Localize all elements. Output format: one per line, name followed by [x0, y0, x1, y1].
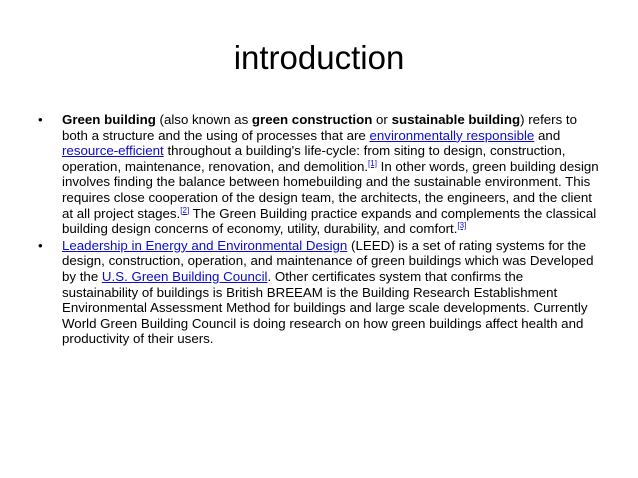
bullet-icon: • — [38, 237, 43, 253]
text-segment: (also known as — [155, 112, 252, 127]
term-green-building: Green building — [62, 112, 156, 127]
text-segment: . Other certificates system that confirms the sustainability of buildings is British BREEAM is the Building Research Establishment Environmental Assessment Method for buildings and large scale developments. Currently World Green Building Council is doing research on how green buildings affect health and productivity of their users. — [62, 268, 588, 347]
bullet-icon: • — [38, 112, 43, 127]
term-green-construction: green construction — [251, 112, 373, 127]
link-usgbc[interactable]: U.S. Green Building Council — [101, 268, 268, 284]
link-environmentally-responsible[interactable]: environmentally responsible — [369, 127, 535, 143]
bullet-item-leed — [36, 238, 602, 347]
citation-link-2[interactable]: [2] — [180, 205, 190, 215]
bullet-list — [36, 112, 602, 348]
link-resource-efficient[interactable]: resource-efficient — [62, 143, 164, 159]
link-leed[interactable]: Leadership in Energy and Environmental Design — [62, 237, 348, 253]
citation-link-3[interactable]: [3] — [457, 221, 467, 231]
citation-link-1[interactable]: [1] — [368, 158, 377, 168]
text-segment: and — [534, 127, 561, 143]
text-segment: throughout a building's life-cycle: from siting to design, construction, operation, maintenance, renovation, and demolition. — [62, 143, 566, 174]
text-segment: ) refers to both a structure and the using of processes that are — [62, 112, 578, 143]
text-segment: or — [372, 112, 392, 127]
bullet-item-green-building — [36, 112, 602, 237]
text-segment: (LEED) is a set of rating systems for the design, construction, operation, and maintenance of green buildings which was Developed by the — [62, 237, 594, 284]
term-sustainable-building: sustainable building — [391, 112, 521, 127]
text-segment: The Green Building practice expands and complements the classical building design concerns of economy, utility, durability, and comfort. — [62, 205, 597, 237]
text-segment: In other words, green building design involves finding the balance between homebuilding and the sustainable environment. This requires close cooperation of the design team, the architects, the engineers, and the client at all project stages. — [62, 158, 599, 221]
slide-title: introduction — [233, 39, 405, 76]
